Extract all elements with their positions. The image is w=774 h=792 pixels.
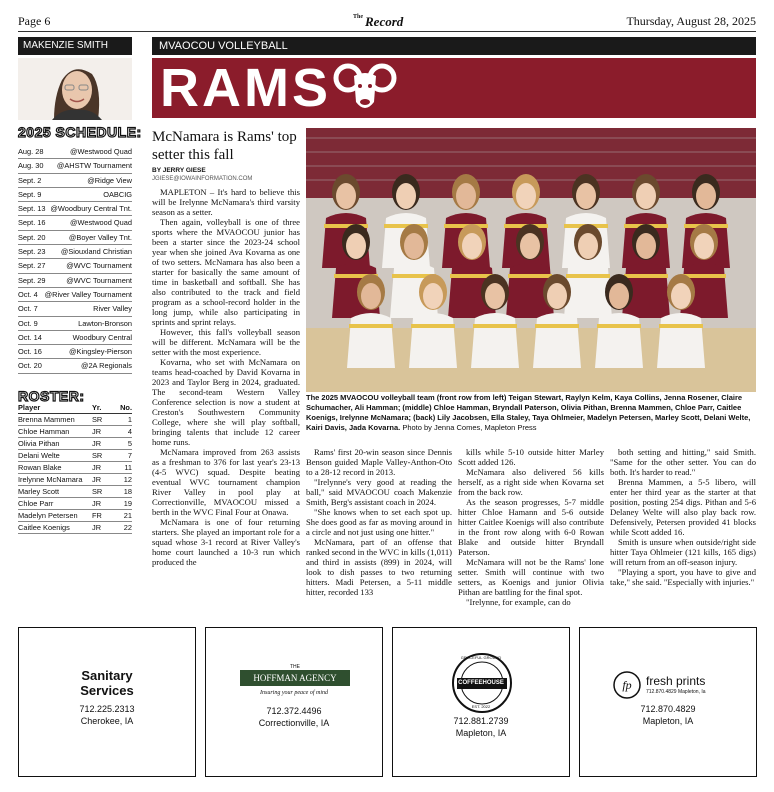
schedule-row xyxy=(18,317,132,331)
roster-title: ROSTER: xyxy=(18,388,85,404)
player-year: JR xyxy=(92,463,102,472)
schedule-opponent: Lawton-Bronson xyxy=(78,318,132,328)
schedule-opponent: @Siouxland Christian xyxy=(60,247,132,257)
schedule-opponent: Woodbury Central xyxy=(72,332,132,342)
ad-location: Cherokee, IA xyxy=(80,716,134,726)
article-paragraph: MAPLETON – It's hard to believe this will be Irelynne McNamara's third varsity season as a setter. xyxy=(152,187,300,217)
article-paragraph: kills while 5-10 outside hitter Marley Scott added 126. xyxy=(458,447,604,467)
schedule-row xyxy=(18,145,132,159)
article-paragraph: "She knows when to set each spot up. She does good as far as moving around in a circle and not just using one hitter." xyxy=(306,507,452,537)
player-number: 11 xyxy=(124,463,132,472)
schedule-opponent: River Valley xyxy=(93,304,132,314)
article-paragraph: As the season progresses, 5-7 middle hitter Chloe Hamann and 5-6 outside hitter Caitlee Koenigs will also contribute in the front row along with 6-0 Rowan Blake and outside hitter Bryndall Paterson. xyxy=(458,497,604,557)
ad-small-line: 712.870.4829 Mapleton, Ia xyxy=(646,689,706,695)
player-year: JR xyxy=(92,475,102,484)
ad-phone: 712.372.4496 xyxy=(266,706,322,716)
roster-header-cell: Player xyxy=(18,403,41,412)
player-name: Madelyn Petersen xyxy=(18,511,78,520)
player-name: Delani Welte xyxy=(18,451,60,460)
player-name: Chloe Parr xyxy=(18,499,54,508)
ad-name: COFFEEHOUSE xyxy=(458,680,504,686)
article-paragraph: McNamara improved from 263 assists as a freshman to 376 for last year's 23-13 (4-5 WVC) squad. Despite beating eventual WVC tournament champion River Valley in pool play at Correctionville, MVAOCOU missed a berth in the WVC Final Four at Onawa. xyxy=(152,447,300,517)
player-name: Rowan Blake xyxy=(18,463,62,472)
roster-row xyxy=(18,414,132,426)
roster-row xyxy=(18,426,132,438)
player-name: Irelynne McNamara xyxy=(18,475,83,484)
schedule-row xyxy=(18,288,132,302)
article-column-4 xyxy=(610,447,756,587)
player-year: SR xyxy=(92,451,103,460)
article-column-1 xyxy=(152,187,300,567)
schedule-row xyxy=(18,359,132,373)
schedule-opponent: @Boyer Valley Tnt. xyxy=(68,232,132,242)
schedule-row xyxy=(18,174,132,188)
ad-name: fresh prints xyxy=(646,674,706,688)
ad-location: Correctionville, IA xyxy=(258,718,330,728)
schedule-opponent: @Westwood Quad xyxy=(69,147,132,156)
article-column-3 xyxy=(458,447,604,607)
roster-header-cell: No. xyxy=(120,403,132,412)
player-number: 4 xyxy=(127,427,132,436)
portrait-illustration xyxy=(18,58,132,120)
article-paragraph: "Irelynne, for example, can do xyxy=(466,597,571,607)
ad-name: Sanitary Services xyxy=(80,668,134,698)
schedule-date: Oct. 20 xyxy=(18,361,42,371)
article-paragraph: "Playing a sport, you have to give and take," she said. "Especially with injuries." xyxy=(610,567,756,587)
photo-credit: Photo by Jenna Comes, Mapleton Press xyxy=(402,423,537,432)
schedule-row xyxy=(18,159,132,173)
roster-row xyxy=(18,438,132,450)
schedule-opponent: OABCIG xyxy=(103,189,132,199)
player-number: 22 xyxy=(123,523,132,532)
schedule-date: Sept. 20 xyxy=(18,232,46,242)
schedule-row xyxy=(18,331,132,345)
player-year: JR xyxy=(92,523,102,532)
schedule-row xyxy=(18,188,132,202)
player-year: SR xyxy=(92,487,103,496)
article-paragraph: both setting and hitting," said Smith. "Same for the other setter. You can do both. It's harder to read." xyxy=(610,447,756,477)
ad-name: HOFFMAN AGENCY xyxy=(240,670,350,686)
player-name: Marley Scott xyxy=(18,487,60,496)
ad-slogan: Insuring your peace of mind xyxy=(260,690,328,696)
schedule-title: 2025 SCHEDULE: xyxy=(18,124,142,140)
article-paragraph: Brenna Mammen, a 5-5 libero, will enter her third year as the starter at that position, posting 254 digs. Pithan and 5-6 Delaney Welte will also play back row. Defensively, Petersen provided 41 blocks while Scott added 16. xyxy=(610,477,756,537)
schedule-table xyxy=(18,145,132,374)
article-paragraph: However, this fall's volleyball season will be different. McNamara will be the setter with the most experience. xyxy=(152,327,300,357)
schedule-date: Oct. 9 xyxy=(18,318,38,328)
article-paragraph: "Irelynne's very good at reading the ball," said MVAOCOU coach Makenzie Smith, Berg's assistant coach in 2024. xyxy=(306,477,452,507)
masthead xyxy=(353,14,403,30)
coach-portrait xyxy=(18,58,132,120)
player-number: 7 xyxy=(127,451,132,460)
schedule-date: Aug. 28 xyxy=(18,147,44,156)
ad-location: Mapleton, IA xyxy=(455,728,507,738)
ad-tag: THE xyxy=(290,664,300,670)
roster-row xyxy=(18,510,132,522)
ad-phone: 712.881.2739 xyxy=(453,716,509,726)
schedule-opponent: @Kingsley-Pierson xyxy=(69,347,132,357)
roster-table xyxy=(18,402,132,534)
article-paragraph: Rams' first 20-win season since Dennis Benson guided Maple Valley-Anthon-Oto to a 28-12 record in 2013. xyxy=(306,447,452,477)
schedule-opponent: @2A Regionals xyxy=(80,361,132,371)
masthead-the: The xyxy=(353,14,364,20)
masthead-name: Record xyxy=(365,14,404,29)
roster-header-cell: Yr. xyxy=(92,403,102,412)
article-paragraph: Kovarna, who set with McNamara on teams head-coached by David Kovarna in 2023 and Taylor Berg in 2024, graduated. The second-team Western Valley Conference selection is now a student at Creston's Southwestern Community College, where she will play softball, bringing talents that include 12 career home runs. xyxy=(152,357,300,447)
player-year: JR xyxy=(92,439,102,448)
schedule-opponent: @River Valley Tournament xyxy=(44,289,132,299)
player-year: JR xyxy=(92,427,102,436)
schedule-row xyxy=(18,245,132,259)
schedule-row xyxy=(18,259,132,273)
schedule-opponent: @AHSTW Tournament xyxy=(56,161,132,171)
ad-phone: 712.225.2313 xyxy=(79,704,135,714)
caption-text: The 2025 MVAOCOU volleyball team (front row from left) Teigan Stewart, Raylyn Kelm, Kaya Collins, Jenna Rosener, Claire Schumacher, Ali Hamman; (middle) Chloe Hamman, Bryndall Paterson, Olivia Pithan, Brenna Mammen, Chloe Parr, Caitlee Koenigs, Irelynne McNamara; (back) Lily Jacobsen, Ella Staley, Taya Ohlmeier, Madelyn Petersen, Marley Scott, Delani Welte, Kairi Davis, Jada Kovarna. xyxy=(306,393,751,432)
roster-row xyxy=(18,486,132,498)
player-number: 12 xyxy=(123,475,132,484)
player-number: 19 xyxy=(123,499,132,508)
article-paragraph: Then again, volleyball is one of three sports where the MVAOCOU junior has been a starter since the 2023-24 school year when she joined Ava Kovarna as one of two setters. McNamara has also been a starter for basically the same amount of time in basketball and softball. She has also contributed to the track and field program as a school-record holder in the long jump, while also participating in sprints and sprint relays. xyxy=(152,217,300,327)
article-paragraph: McNamara also delivered 56 kills herself, as a right side when Kovarna set from the back row. xyxy=(458,467,604,497)
player-name: Chloe Hamman xyxy=(18,427,70,436)
roster-header xyxy=(18,402,132,414)
ad-phone: 712.870.4829 xyxy=(640,704,696,714)
player-number: 1 xyxy=(127,415,132,424)
schedule-row xyxy=(18,302,132,316)
ad-fresh-prints[interactable] xyxy=(579,627,757,777)
issue-date: Thursday, August 28, 2025 xyxy=(626,14,756,28)
player-year: JR xyxy=(92,499,102,508)
schedule-row xyxy=(18,216,132,230)
schedule-row xyxy=(18,202,132,216)
roster-row xyxy=(18,522,132,534)
article-paragraph: McNamara, part of an offense that ranked second in the WVC in kills (1,011) and third in assists (899) in 2024, will look to dish passes to two returning hitters. Madi Petersen, a 5-11 middle hitter, recorded 133 xyxy=(306,537,452,597)
schedule-row xyxy=(18,274,132,288)
schedule-row xyxy=(18,345,132,359)
player-number: 5 xyxy=(127,439,132,448)
coach-name-bar: MAKENZIE SMITH xyxy=(18,37,132,55)
schedule-date: Oct. 14 xyxy=(18,332,42,342)
ad-hoffman-agency[interactable] xyxy=(205,627,383,777)
article-paragraph: McNamara will not be the Rams' lone setter. Smith will continue with two setters, as Koenigs and junior Olivia Pithan are battling for the final spot. xyxy=(458,557,604,597)
ad-coffeehouse[interactable] xyxy=(392,627,570,777)
banner-title: RAMS xyxy=(160,58,331,118)
team-photo-illustration xyxy=(306,128,756,392)
schedule-opponent: @WVC Tournament xyxy=(66,275,132,285)
schedule-date: Oct. 16 xyxy=(18,347,42,357)
schedule-date: Sept. 27 xyxy=(18,261,46,271)
byline: BY JERRY GIESE xyxy=(152,167,206,174)
schedule-date: Sept. 16 xyxy=(18,218,46,228)
player-number: 18 xyxy=(123,487,132,496)
schedule-date: Sept. 29 xyxy=(18,275,46,285)
roster-row xyxy=(18,450,132,462)
schedule-opponent: @Ridge View xyxy=(87,175,132,185)
schedule-row xyxy=(18,231,132,245)
ad-ring-bottom: EST. 2022 xyxy=(471,704,491,709)
roster-row xyxy=(18,462,132,474)
author-email: JGIESE@IOWAINFORMATION.COM xyxy=(152,176,253,182)
team-photo xyxy=(306,128,756,392)
roster-row xyxy=(18,474,132,486)
schedule-date: Sept. 13 xyxy=(18,204,46,214)
schedule-date: Oct. 7 xyxy=(18,304,38,314)
schedule-date: Aug. 30 xyxy=(18,161,44,171)
ram-logo-icon xyxy=(332,62,398,114)
player-year: FR xyxy=(92,511,102,520)
header-rule xyxy=(18,31,756,32)
schedule-opponent: @WVC Tournament xyxy=(66,261,132,271)
article-paragraph: Smith is unsure when outside/right side hitter Taya Ohlmeier (121 kills, 165 digs) will return from an off-season injury. xyxy=(610,537,756,567)
article-paragraph: McNamara is one of four returning starters. She played an important role for a squad whose 3-1 record at River Valley's home court launched a 10-3 run which produced the xyxy=(152,517,300,567)
schedule-opponent: @Woodbury Central Tnt. xyxy=(50,204,132,214)
player-year: SR xyxy=(92,415,103,424)
ad-ring-top: GRACEFUL GROUND xyxy=(460,655,502,660)
photo-caption xyxy=(306,393,756,433)
article-headline: McNamara is Rams' top setter this fall xyxy=(152,129,297,163)
schedule-date: Sept. 2 xyxy=(18,175,42,185)
player-name: Brenna Mammen xyxy=(18,415,75,424)
ad-logo-text: fp xyxy=(622,678,632,692)
schedule-date: Oct. 4 xyxy=(18,289,38,299)
sponsor-ads xyxy=(18,627,756,777)
player-number: 21 xyxy=(123,511,132,520)
ad-sanitary-services[interactable] xyxy=(18,627,196,777)
player-name: Caitlee Koenigs xyxy=(18,523,70,532)
schedule-opponent: @Westwood Quad xyxy=(69,218,132,228)
player-name: Olivia Pithan xyxy=(18,439,60,448)
roster-row xyxy=(18,498,132,510)
article-column-2 xyxy=(306,447,452,597)
ad-location: Mapleton, IA xyxy=(642,716,694,726)
section-bar: MVAOCOU VOLLEYBALL xyxy=(152,37,756,55)
schedule-date: Sept. 23 xyxy=(18,247,46,257)
page-number: Page 6 xyxy=(18,14,51,28)
schedule-date: Sept. 9 xyxy=(18,189,42,199)
